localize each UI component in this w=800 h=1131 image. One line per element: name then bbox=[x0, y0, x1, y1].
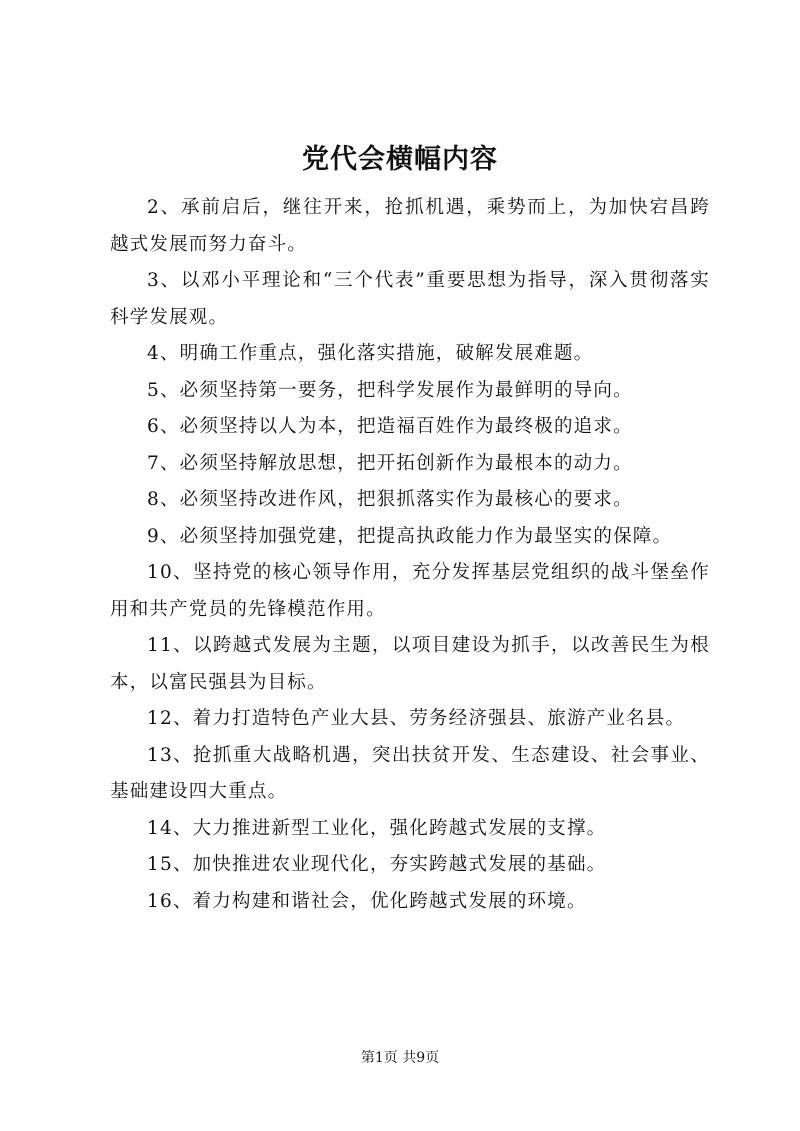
paragraph: 4、明确工作重点，强化落实措施，破解发展难题。 bbox=[147, 343, 594, 364]
paragraph: 7、必须坚持解放思想，把开拓创新作为最根本的动力。 bbox=[147, 452, 633, 474]
paragraph: 10、坚持党的核心领导作用，充分发挥基层党组织的战斗堡垒作用和共产党员的先锋模范作用。 bbox=[110, 562, 710, 620]
paragraph: 16、着力构建和谐社会，优化跨越式发展的环境。 bbox=[147, 890, 587, 912]
paragraph: 15、加快推进农业现代化，夯实跨越式发展的基础。 bbox=[147, 854, 607, 875]
paragraph: 11、以跨越式发展为主题，以项目建设为抓手，以改善民生为根本，以富民强县为目标。 bbox=[110, 635, 710, 693]
page-title: 党代会横幅内容 bbox=[302, 144, 498, 175]
document-body bbox=[110, 190, 710, 920]
paragraph: 6、必须坚持以人为本，把造福百姓作为最终极的追求。 bbox=[147, 416, 633, 437]
paragraph: 8、必须坚持改进作风，把狠抓落实作为最核心的要求。 bbox=[147, 489, 633, 510]
paragraph: 3、以邓小平理论和“三个代表”重要思想为指导，深入贯彻落实科学发展观。 bbox=[110, 270, 710, 328]
paragraph: 9、必须坚持加强党建，把提高执政能力作为最坚实的保障。 bbox=[147, 525, 673, 547]
paragraph: 5、必须坚持第一要务，把科学发展作为最鲜明的导向。 bbox=[147, 379, 633, 401]
paragraph: 2、承前启后，继往开来，抢抓机遇，乘势而上，为加快宕昌跨越式发展而努力奋斗。 bbox=[110, 197, 710, 255]
page-footer: 第1页 共9页 bbox=[360, 1050, 440, 1066]
paragraph: 14、大力推进新型工业化，强化跨越式发展的支撑。 bbox=[147, 817, 607, 839]
paragraph: 13、抢抓重大战略机遇，突出扶贫开发、生态建设、社会事业、基础建设四大重点。 bbox=[110, 744, 710, 802]
paragraph: 12、着力打造特色产业大县、劳务经济强县、旅游产业名县。 bbox=[147, 708, 686, 729]
